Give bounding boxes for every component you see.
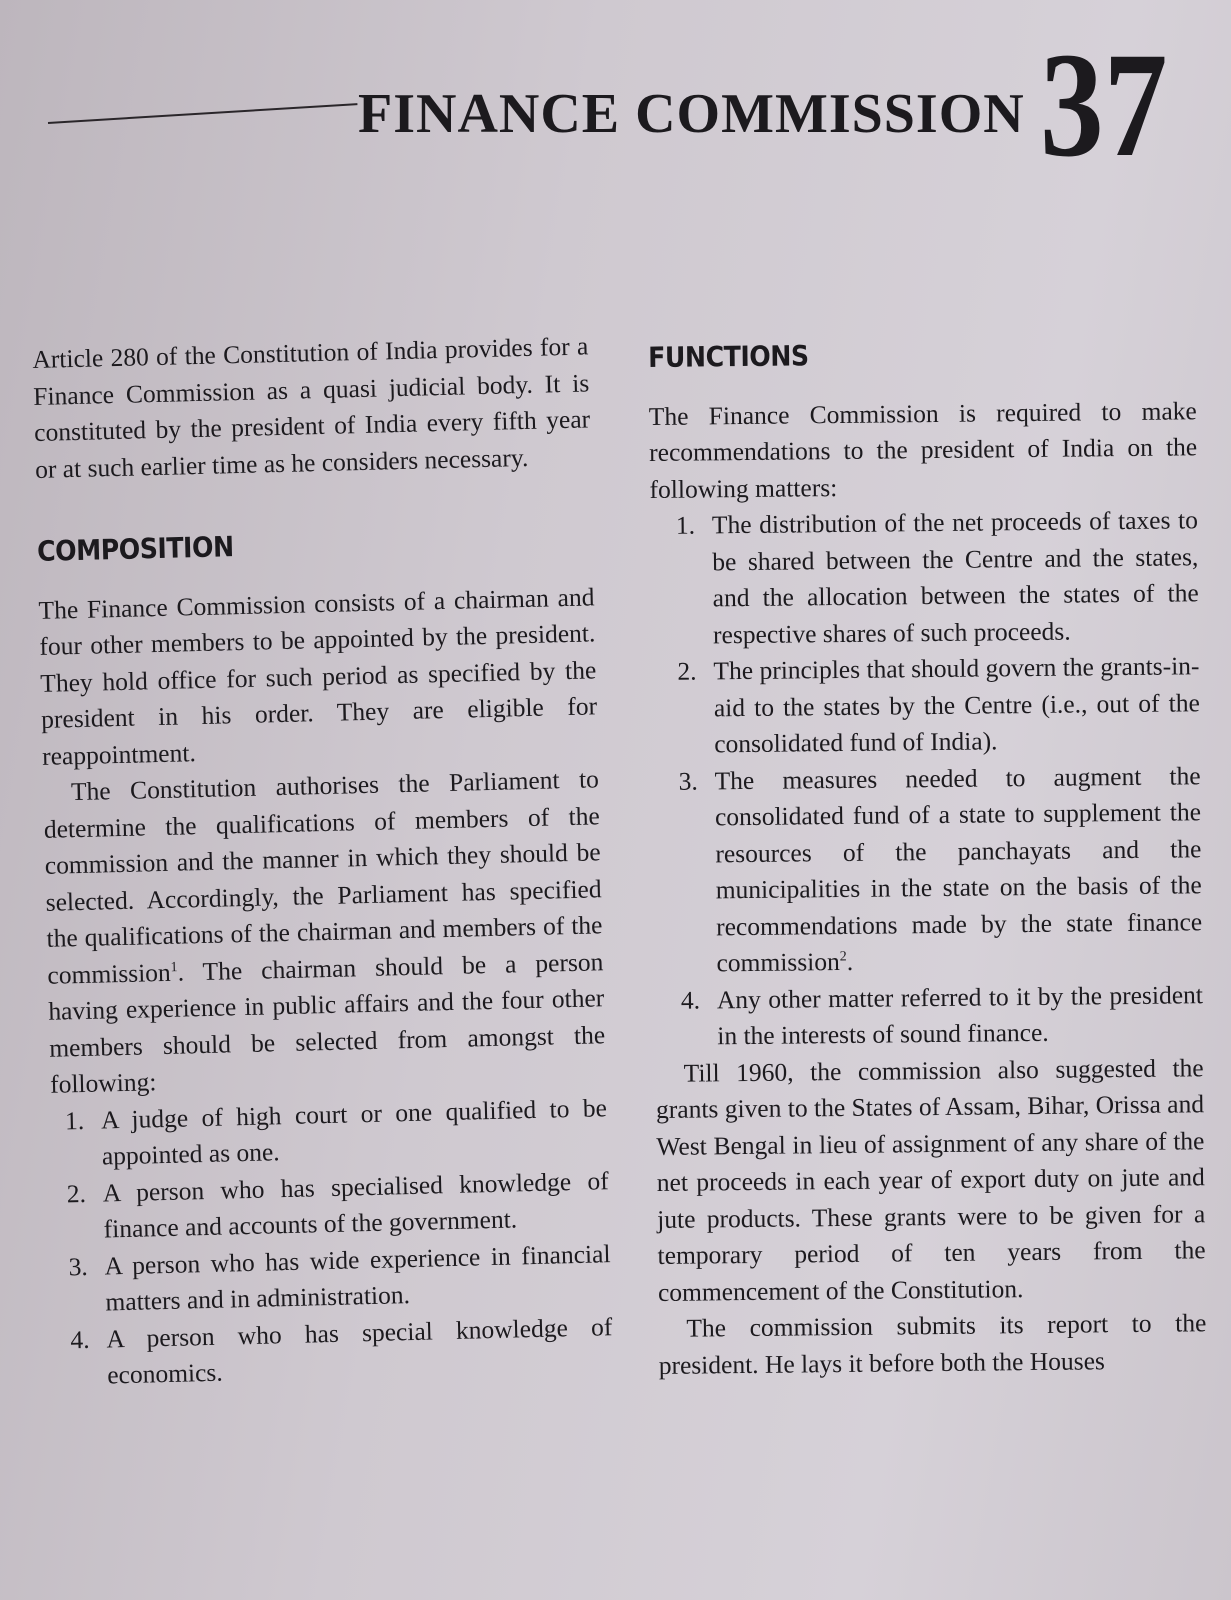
qualifications-list <box>51 1090 614 1395</box>
paragraph-text: . The chairman should be a person having experience in public affairs and the four other members should be selected from amongst the following: <box>48 946 606 1099</box>
list-item <box>51 1090 609 1177</box>
footnote-ref: 2 <box>839 949 847 965</box>
list-text <box>714 758 1202 982</box>
list-number: 2. <box>677 656 697 686</box>
list-item <box>54 1236 612 1323</box>
list-text: The principles that should govern the grants-in-aid to the states by the Centre (i.e., out of the consolidated fund of India). <box>713 651 1200 759</box>
list-text: Any other matter referred to it by the president in the interests of sound finance. <box>716 979 1204 1051</box>
list-number: 3. <box>68 1251 89 1281</box>
list-number: 3. <box>678 766 698 796</box>
list-text: A person who has specialised knowledge of finance and accounts of the government. <box>102 1165 610 1244</box>
list-text: The distribution of the net proceeds of taxes to be shared between the Centre and the states, and the allocation between the states of the respective shares of such proceeds. <box>711 505 1199 649</box>
list-number: 1. <box>675 510 696 540</box>
functions-paragraph-1: Till 1960, the commission also suggested the grants given to the States of Assam, Bihar, Orissa and West Bengal in lieu of assignment of any share of the net proceeds in each year of export duty on jute and jute products. These grants were to be given for a temporary period of ten years from the commencement of the Constitution. <box>655 1052 1206 1307</box>
list-item <box>56 1309 614 1396</box>
list-number: 4. <box>680 984 701 1015</box>
list-text-body: The measures needed to augment the consolidated fund of a state to supplement the resources of the panchayats and the municipalities in the state on the basis of the recommendations made by the state finance commission <box>714 760 1203 978</box>
list-text: A person who has wide experience in financial matters and in administration. <box>104 1238 611 1317</box>
list-item <box>651 648 1200 763</box>
left-column <box>32 328 614 1395</box>
list-number: 1. <box>64 1105 85 1135</box>
right-column <box>648 334 1207 1384</box>
list-text: A person who has special knowledge of economics. <box>106 1311 613 1390</box>
functions-paragraph-2: The commission submits its report to the president. He lays it before both the Houses <box>658 1308 1207 1380</box>
functions-intro: The Finance Commission is required to make recommendations to the president of India on the following matters: <box>648 395 1198 504</box>
chapter-title: FINANCE COMMISSION <box>358 83 1025 145</box>
list-number: 2. <box>66 1178 87 1208</box>
functions-list <box>650 502 1204 1055</box>
composition-paragraph-2 <box>43 761 607 1103</box>
footnote-ref: 1 <box>170 959 178 975</box>
composition-paragraph-1: The Finance Commission consists of a chairman and four other members to be appointed by the president. They hold office for such period as specified by the president in his order. They are eligible for reappointment. <box>38 581 598 771</box>
paragraph-text: The Constitution authorises the Parliament to determine the qualifications of members of the commission and the manner in which they should be selected. Accordingly, the Parliament has specified the qualifications of the chairman and members of the commission <box>43 764 603 990</box>
intro-paragraph: Article 280 of the Constitution of India provides for a Finance Commission as a quasi judicial body. It is constituted by the president of India every fifth year or at such earlier time as he considers necessary. <box>32 331 591 484</box>
list-item <box>652 758 1202 983</box>
list-item <box>52 1163 610 1250</box>
title-rule <box>48 103 358 124</box>
chapter-number: 37 <box>1040 22 1168 188</box>
functions-heading: FUNCTIONS <box>648 339 809 374</box>
list-item <box>655 977 1204 1056</box>
list-number: 4. <box>70 1324 90 1354</box>
list-text-tail: . <box>846 946 854 976</box>
list-item <box>650 502 1199 654</box>
composition-heading: COMPOSITION <box>36 530 235 568</box>
list-text: A judge of high court or one qualified to be appointed as one. <box>100 1092 608 1171</box>
